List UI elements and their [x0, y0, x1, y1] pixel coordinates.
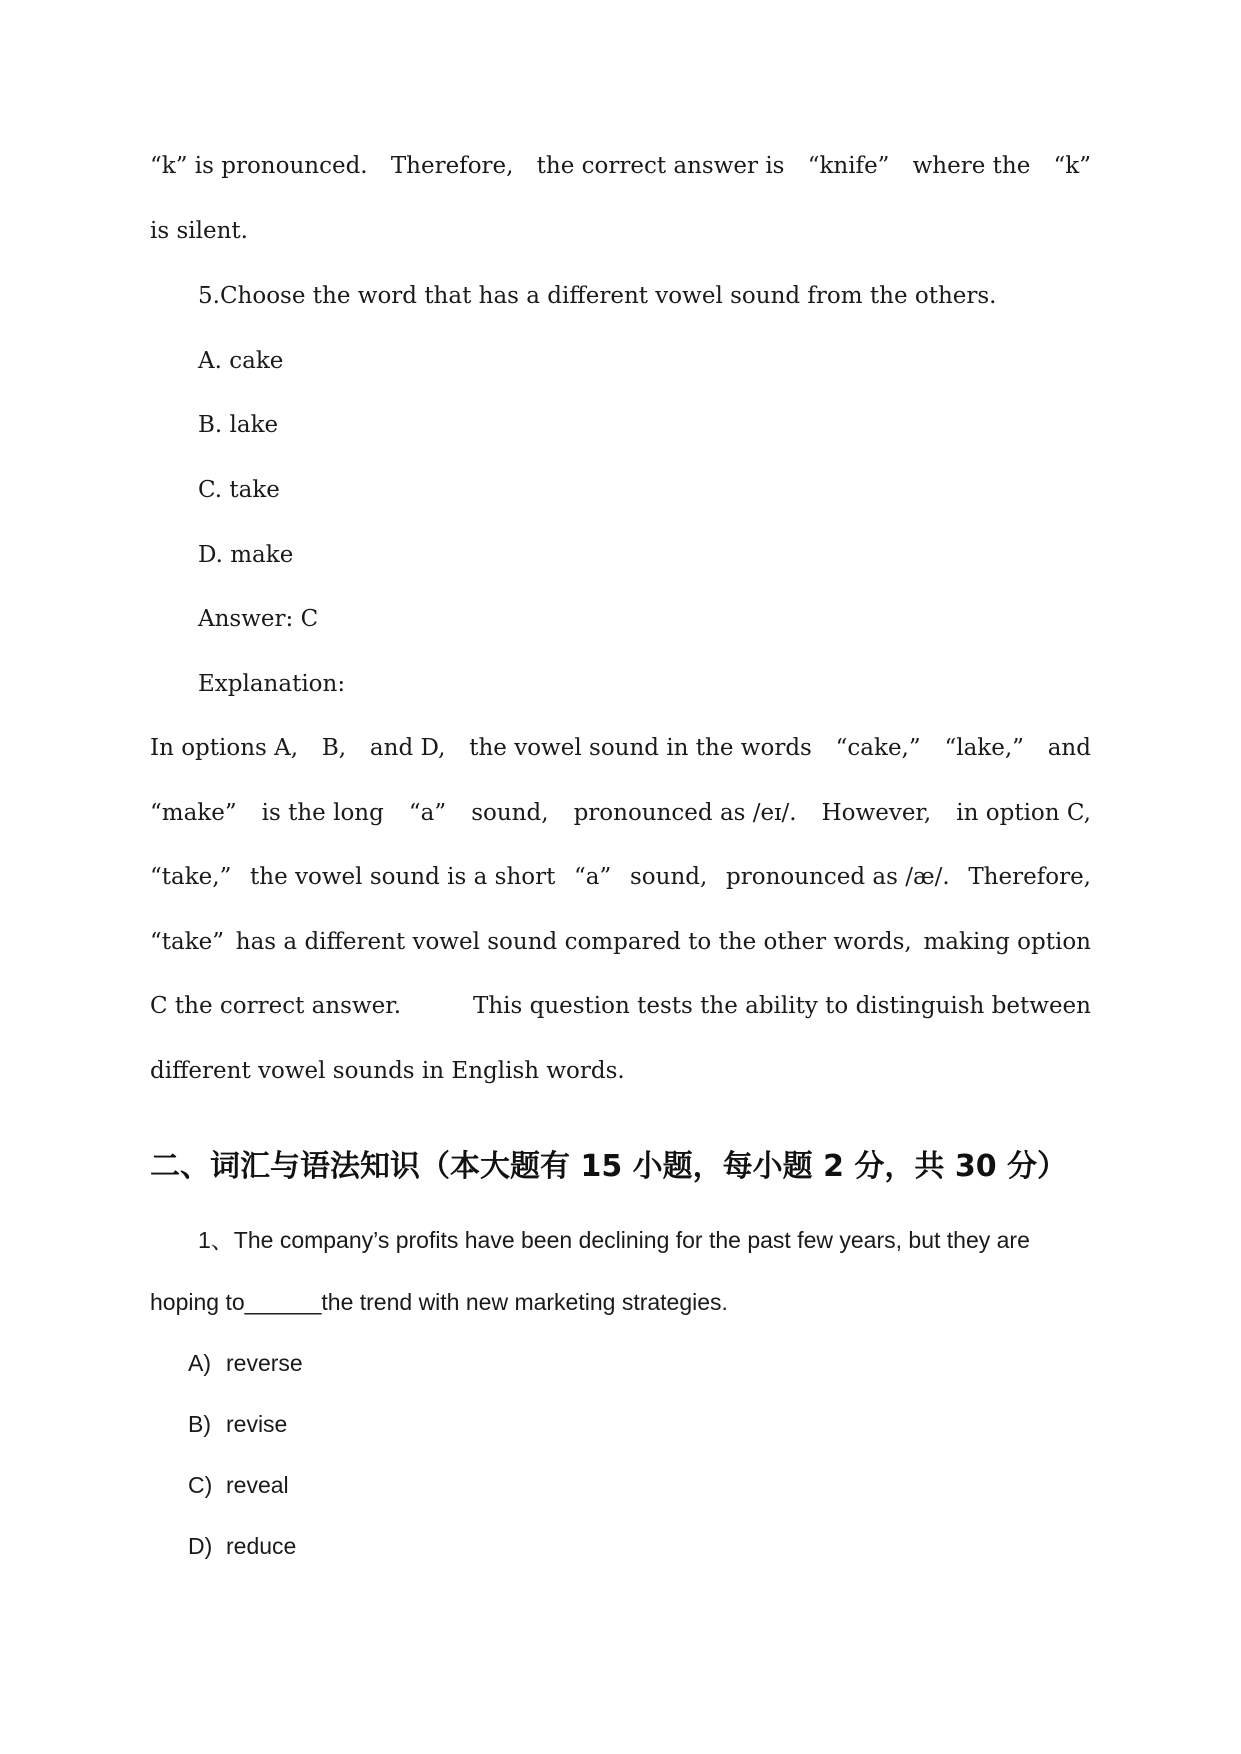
section2-question-1-line-1: 1、The company’s profits have been declining for the past few years, but they are — [198, 1227, 1030, 1253]
section2-option-b — [188, 1409, 287, 1439]
option-letter: B) — [188, 1411, 211, 1437]
answer: Answer: C — [198, 606, 319, 632]
section-heading: 二、词汇与语法知识（本大题有 15 小题，每小题 2 分，共 30 分） — [150, 1149, 1068, 1184]
section2-question-1-line-2: hoping to______the trend with new marketing strategies. — [150, 1289, 728, 1315]
explanation-label: Explanation: — [198, 671, 346, 697]
option-letter: C. — [198, 477, 223, 503]
option-a — [198, 346, 283, 376]
option-text: cake — [229, 348, 284, 374]
section2-option-c — [188, 1470, 289, 1500]
prev-explanation-line-2: is silent. — [150, 218, 248, 244]
option-letter: A. — [198, 348, 222, 374]
option-letter: B. — [198, 412, 223, 438]
option-text: reduce — [226, 1533, 297, 1559]
option-text: take — [229, 477, 280, 503]
option-text: make — [230, 542, 294, 568]
option-b — [198, 410, 278, 440]
option-letter: D) — [188, 1533, 213, 1559]
option-text: reverse — [226, 1350, 303, 1376]
option-text: revise — [226, 1411, 288, 1437]
option-letter: A) — [188, 1350, 211, 1376]
prev-explanation-line-1: “k” is pronounced. Therefore, the correct answer is “knife” where the “k” — [150, 153, 1091, 179]
explanation-line-5: C the correct answer. This question tests the ability to distinguish between — [150, 993, 1091, 1019]
option-d — [198, 540, 293, 570]
option-text: lake — [229, 412, 279, 438]
option-letter: C) — [188, 1472, 213, 1498]
question-5-prompt: 5.Choose the word that has a different vowel sound from the others. — [198, 283, 997, 309]
option-letter: D. — [198, 542, 223, 568]
section2-option-a — [188, 1348, 303, 1378]
option-text: reveal — [226, 1472, 289, 1498]
explanation-line-4: “take” has a different vowel sound compared to the other words, making option — [150, 929, 1091, 955]
section2-option-d — [188, 1531, 296, 1561]
explanation-line-1: In options A, B, and D, the vowel sound in the words “cake,” “lake,” and — [150, 735, 1091, 761]
explanation-line-3: “take,” the vowel sound is a short “a” sound, pronounced as /æ/. Therefore, — [150, 864, 1091, 890]
explanation-line-6: different vowel sounds in English words. — [150, 1058, 625, 1084]
option-c — [198, 475, 280, 505]
explanation-line-2: “make” is the long “a” sound, pronounced as /eɪ/. However, in option C, — [150, 800, 1091, 826]
